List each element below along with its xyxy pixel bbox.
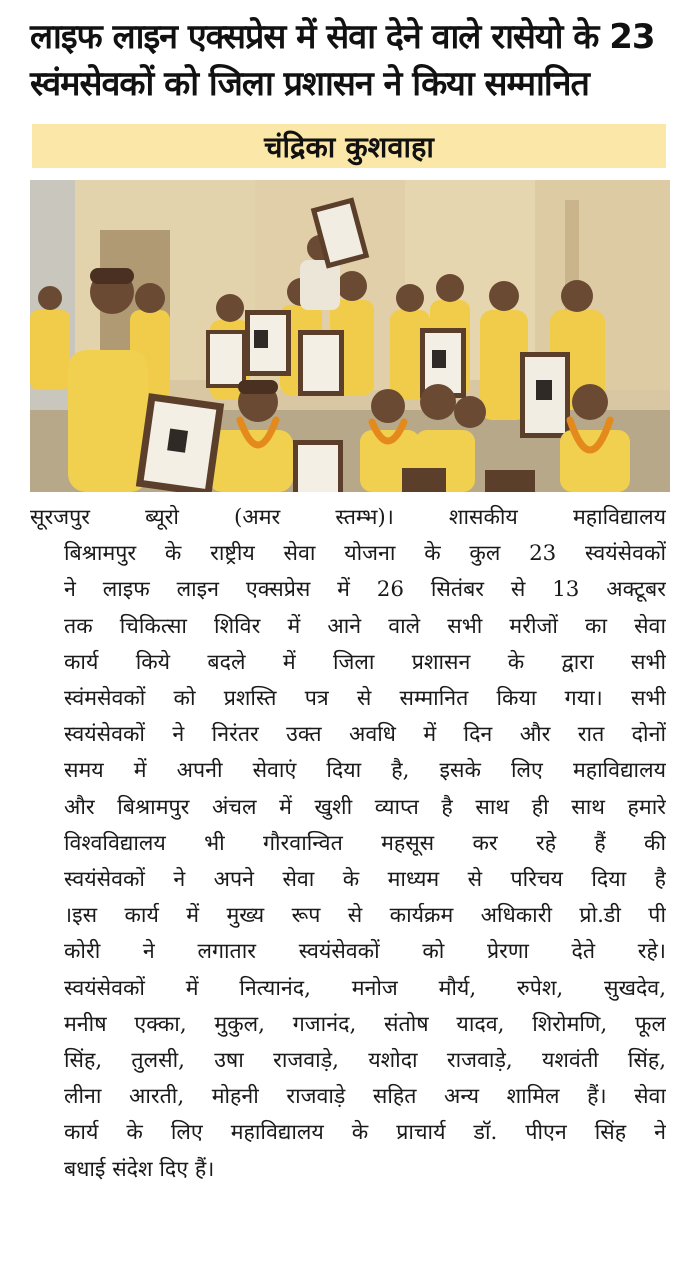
byline-author: चंद्रिका कुशवाहा	[264, 129, 434, 164]
article-body	[30, 500, 666, 1188]
article-line: ।इस कार्य में मुख्य रूप से कार्यक्रम अधिकारी प्रो.डी पी	[64, 903, 666, 929]
article-line: समय में अपनी सेवाएं दिया है, इसके लिए महाविद्यालय	[64, 758, 666, 784]
article-line: कार्य किये बदले में जिला प्रशासन के द्वारा सभी	[64, 649, 666, 675]
article-line: कार्य के लिए महाविद्यालय के प्राचार्य डॉ. पीएन सिंह ने	[64, 1120, 666, 1146]
headline-line-2: स्वंमसेवकों को जिला प्रशासन ने किया सम्मानित	[30, 64, 589, 104]
article-line: स्वयंसेवकों में नित्यानंद, मनोज मौर्य, रुपेश, सुखदेव,	[64, 975, 666, 1001]
article-line: और बिश्रामपुर अंचल में खुशी व्याप्त है साथ ही साथ हमारे	[64, 794, 666, 820]
article-line: स्वयंसेवकों ने निरंतर उक्त अवधि में दिन और रात दोनों	[64, 722, 666, 748]
group-photo	[30, 180, 670, 492]
headline	[30, 14, 670, 108]
group-photo-illustration	[30, 180, 670, 492]
article-line: विश्वविद्यालय भी गौरवान्वित महसूस कर रहे हैं की	[64, 830, 666, 856]
article-line: सिंह, तुलसी, उषा राजवाड़े, यशोदा राजवाड़े, यशवंती सिंह,	[64, 1048, 666, 1074]
headline-line-1: लाइफ लाइन एक्सप्रेस में सेवा देने वाले रासेयो के 23	[30, 17, 655, 57]
article-line: बिश्रामपुर के राष्ट्रीय सेवा योजना के कुल 23 स्वयंसेवकों	[64, 541, 666, 567]
article-line: लीना आरती, मोहनी राजवाड़े सहित अन्य शामिल हैं। सेवा	[64, 1084, 666, 1110]
article-line: कोरी ने लगातार स्वयंसेवकों को प्रेरणा देते रहे।	[64, 939, 666, 965]
article-line: स्वंमसेवकों को प्रशस्ति पत्र से सम्मानित किया गया। सभी	[64, 686, 666, 712]
article-line: स्वयंसेवकों ने अपने सेवा के माध्यम से परिचय दिया है	[64, 867, 666, 893]
article-line: बधाई संदेश दिए हैं।	[64, 1156, 215, 1182]
byline-bar	[32, 124, 666, 168]
article-line: सूरजपुर ब्यूरो (अमर स्तम्भ)। शासकीय महाविद्यालय	[30, 505, 666, 530]
article-line: तक चिकित्सा शिविर में आने वाले सभी मरीजों का सेवा	[64, 613, 666, 639]
article-line: मनीष एक्का, मुकुल, गजानंद, संतोष यादव, शिरोमणि, फूल	[64, 1011, 666, 1037]
article-line: ने लाइफ लाइन एक्सप्रेस में 26 सितंबर से 13 अक्टूबर	[64, 577, 666, 603]
